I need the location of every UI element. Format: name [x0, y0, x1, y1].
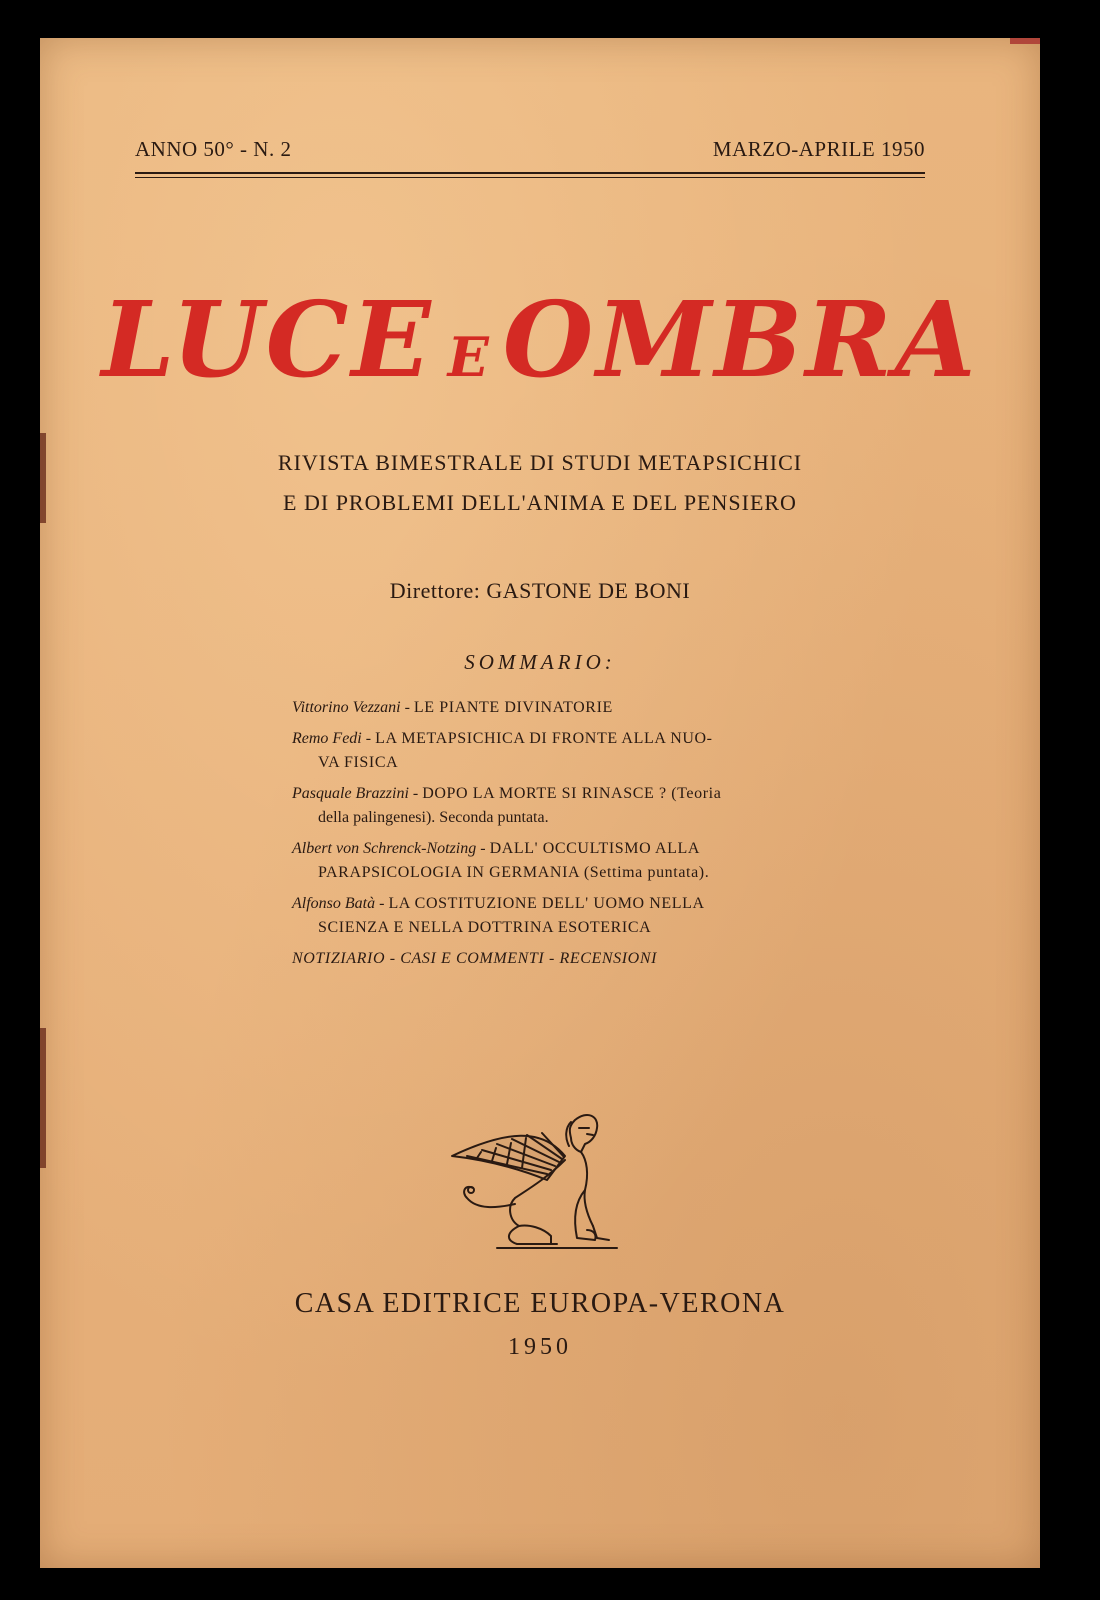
issue-header — [135, 134, 925, 166]
toc-entry — [292, 837, 772, 885]
publication-year: 1950 — [508, 1334, 572, 1360]
magazine-cover — [40, 38, 1040, 1568]
director-line: Direttore: GASTONE DE BONI — [389, 578, 691, 603]
toc-author: Alfonso Batà — [292, 895, 376, 912]
issue-number: ANNO 50° - N. 2 — [135, 137, 292, 161]
toc-entry — [292, 782, 772, 830]
masthead-word-ombra: OMBRA — [502, 278, 979, 401]
toc-entry — [292, 892, 772, 940]
toc-title: DALL' OCCULTISMO ALLA — [489, 840, 701, 857]
toc-title-continued: PARAPSICOLOGIA IN GERMANIA (Settima puntata). — [318, 864, 710, 881]
toc-separator: - — [375, 895, 389, 912]
masthead-conjunction: E — [447, 325, 489, 389]
spine-mark — [40, 1028, 46, 1168]
toc-title: LE PIANTE DIVINATORIE — [413, 699, 613, 716]
toc-separator: - — [476, 840, 490, 857]
publisher-name: CASA EDITRICE EUROPA-VERONA — [294, 1288, 786, 1319]
issue-date: MARZO-APRILE 1950 — [712, 137, 925, 161]
toc-author: Remo Fedi — [292, 730, 362, 747]
toc-entry — [292, 696, 772, 720]
subtitle-line-1: RIVISTA BIMESTRALE DI STUDI METAPSICHICI — [277, 450, 803, 475]
toc-separator: - — [408, 785, 423, 802]
toc-title: LA METAPSICHICA DI FRONTE ALLA NUO- — [375, 730, 713, 747]
toc-entry — [292, 727, 772, 775]
masthead-title — [40, 278, 1040, 401]
toc-title-continued: SCIENZA E NELLA DOTTRINA ESOTERICA — [318, 919, 652, 936]
cover-edge-mark — [1010, 38, 1040, 44]
toc-title: LA COSTITUZIONE DELL' UOMO NELLA — [388, 895, 705, 912]
masthead-word-luce: LUCE — [101, 278, 434, 401]
toc-separator: - — [361, 730, 376, 747]
toc-title-continued: della palingenesi). Seconda puntata. — [318, 809, 549, 826]
table-of-contents — [292, 696, 772, 971]
sphinx-icon — [447, 1098, 627, 1258]
toc-title-continued: VA FISICA — [318, 754, 399, 771]
toc-author: Pasquale Brazzini — [292, 785, 409, 802]
header-rule — [135, 172, 925, 174]
toc-author: Albert von Schrenck-Notzing — [292, 840, 477, 857]
sommario-heading: SOMMARIO: — [464, 650, 616, 674]
toc-separator: - — [400, 699, 414, 716]
toc-author: Vittorino Vezzani — [292, 699, 401, 716]
subtitle-line-2: E DI PROBLEMI DELL'ANIMA E DEL PENSIERO — [283, 490, 797, 515]
toc-title: DOPO LA MORTE SI RINASCE ? (Teoria — [422, 785, 722, 802]
toc-footer-sections: NOTIZIARIO - CASI E COMMENTI - RECENSIONI — [292, 950, 658, 967]
header-rule-thin — [135, 177, 925, 178]
